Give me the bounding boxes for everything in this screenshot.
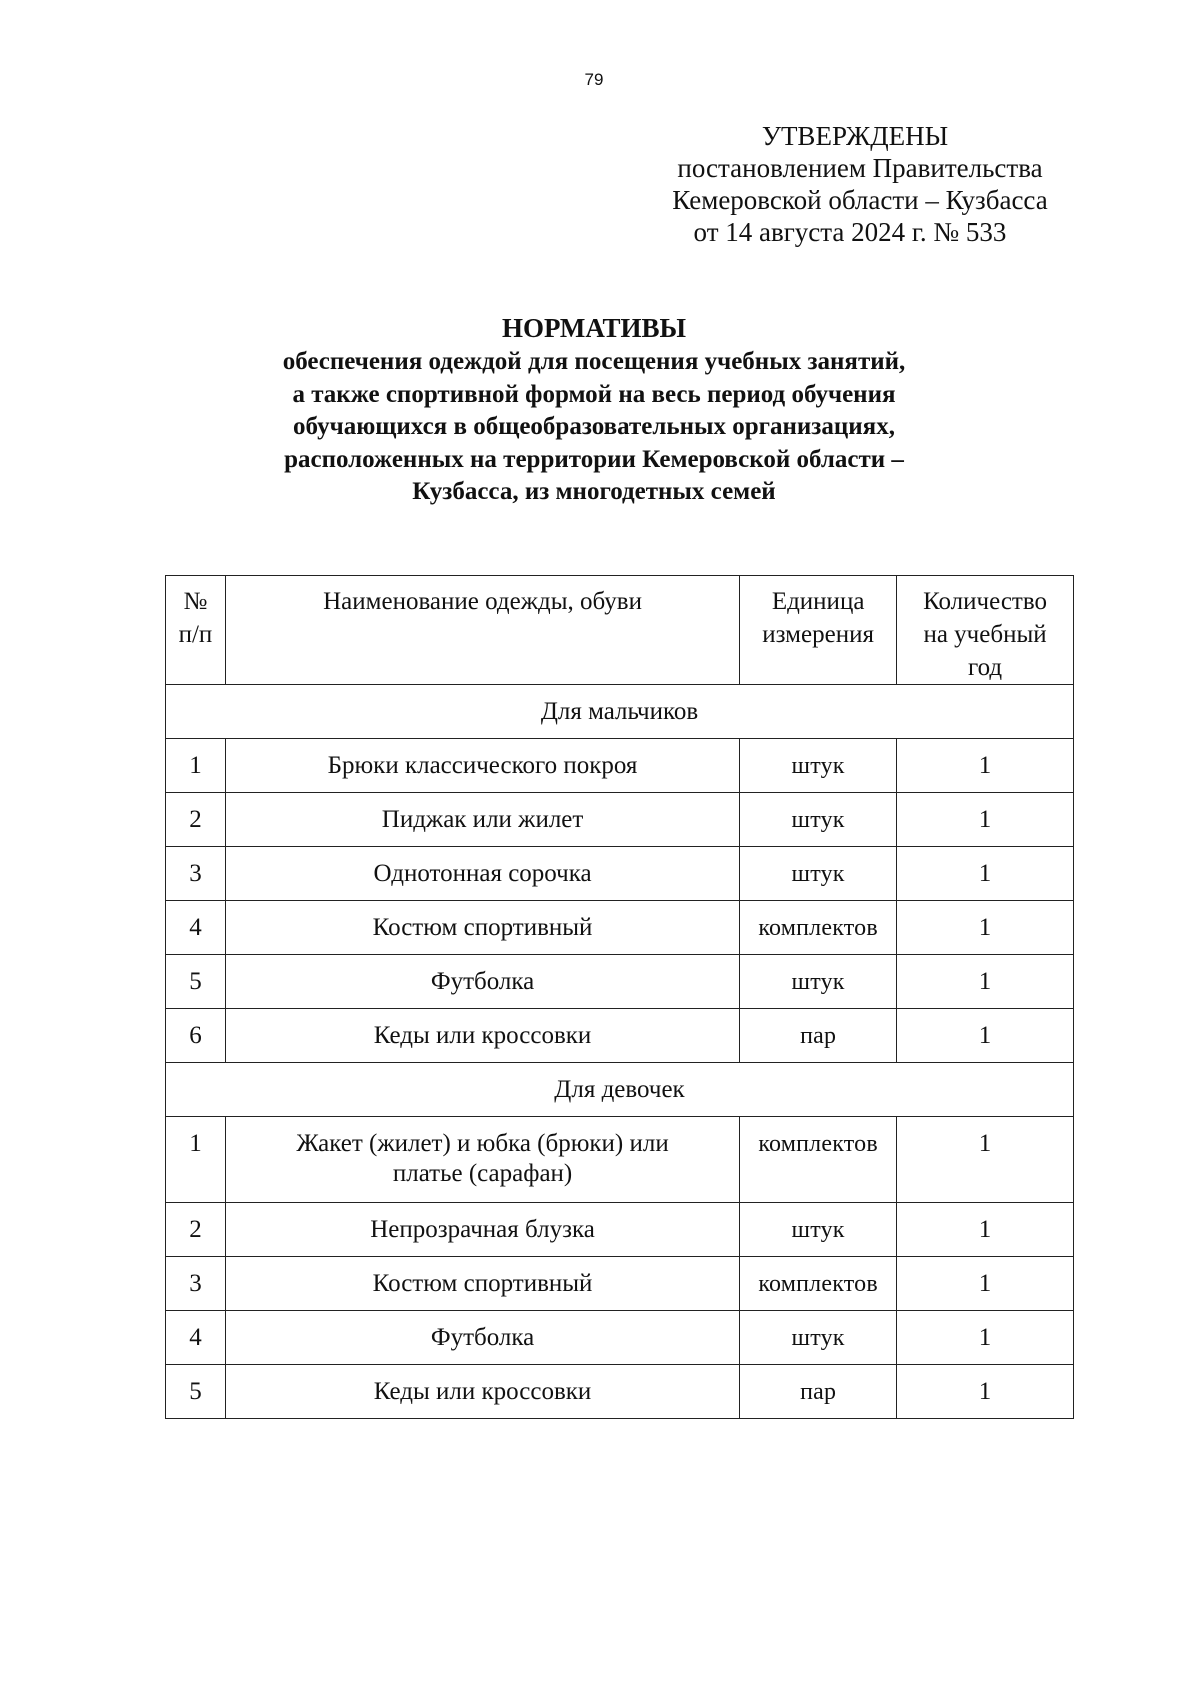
section-row-boys: [166, 685, 1074, 739]
row-unit: штук: [740, 955, 897, 1009]
header-name: [225, 576, 739, 685]
table-row: [166, 739, 1074, 793]
row-number: 6: [166, 1009, 226, 1063]
table-row: [166, 1203, 1074, 1257]
row-name: Костюм спортивный: [225, 1257, 739, 1311]
row-quantity: 1: [897, 955, 1074, 1009]
row-quantity: 1: [897, 739, 1074, 793]
row-quantity: 1: [897, 1257, 1074, 1311]
table-row: [166, 1365, 1074, 1419]
row-name: Футболка: [225, 1311, 739, 1365]
title-subtitle: [0, 346, 1188, 509]
table-row: [166, 1117, 1074, 1203]
row-number: 4: [166, 1311, 226, 1365]
header-quantity-line-3: год: [967, 654, 1003, 681]
row-quantity: 1: [897, 1009, 1074, 1063]
title-line-3: обучающихся в общеобразовательных организациях,: [293, 413, 895, 440]
row-name: Однотонная сорочка: [225, 847, 739, 901]
row-number: 2: [166, 793, 226, 847]
header-quantity-line-2: на учебный: [923, 621, 1047, 648]
row-unit: штук: [740, 1203, 897, 1257]
row-number: 4: [166, 901, 226, 955]
row-quantity: 1: [897, 793, 1074, 847]
row-unit: штук: [740, 1311, 897, 1365]
row-number: 1: [166, 1117, 226, 1203]
approval-line-3: Кемеровской области – Кузбасса: [672, 185, 1048, 215]
norms-table: [165, 575, 1074, 1419]
row-unit: комплектов: [740, 901, 897, 955]
row-unit: пар: [740, 1009, 897, 1063]
header-number-line-2: п/п: [178, 621, 213, 648]
header-unit-line-1: Единица: [771, 588, 865, 615]
row-unit: штук: [740, 739, 897, 793]
table-row: [166, 955, 1074, 1009]
row-name: Футболка: [225, 955, 739, 1009]
row-name: Кеды или кроссовки: [225, 1009, 739, 1063]
header-number-line-1: №: [183, 588, 208, 615]
row-quantity: 1: [897, 1365, 1074, 1419]
row-number: 2: [166, 1203, 226, 1257]
row-name: Кеды или кроссовки: [225, 1365, 739, 1419]
row-unit: комплектов: [740, 1257, 897, 1311]
title-main: НОРМАТИВЫ: [501, 313, 687, 343]
row-unit: комплектов: [740, 1117, 897, 1203]
row-name: Непрозрачная блузка: [225, 1203, 739, 1257]
title-line-1: обеспечения одеждой для посещения учебных занятий,: [282, 348, 906, 375]
row-quantity: 1: [897, 847, 1074, 901]
row-name: Костюм спортивный: [225, 901, 739, 955]
approval-line-2: постановлением Правительства: [677, 153, 1043, 183]
row-quantity: 1: [897, 1117, 1074, 1203]
title-line-2: а также спортивной формой на весь период обучения: [292, 380, 896, 408]
header-number: [166, 576, 226, 685]
header-unit: [740, 576, 897, 685]
table-row: [166, 847, 1074, 901]
table-header-row: [166, 576, 1074, 685]
header-name-text: Наименование одежды, обуви: [323, 588, 642, 615]
header-unit-line-2: измерения: [762, 621, 874, 648]
section-title: Для мальчиков: [166, 685, 1074, 739]
row-number: 3: [166, 847, 226, 901]
approval-stamp-block: [640, 120, 1080, 248]
table-row: [166, 1311, 1074, 1365]
approval-heading: УТВЕРЖДЕНЫ: [761, 121, 949, 151]
row-quantity: 1: [897, 1203, 1074, 1257]
table-row: [166, 1257, 1074, 1311]
title-line-5: Кузбасса, из многодетных семей: [412, 478, 776, 505]
table-row: [166, 793, 1074, 847]
table-row: [166, 901, 1074, 955]
section-title: Для девочек: [166, 1063, 1074, 1117]
row-unit: штук: [740, 793, 897, 847]
row-number: 5: [166, 955, 226, 1009]
title-line-4: расположенных на территории Кемеровской области –: [284, 445, 904, 473]
page-number: 79: [584, 70, 604, 89]
row-unit: пар: [740, 1365, 897, 1419]
approval-line-4: от 14 августа 2024 г. № 533: [693, 217, 1007, 247]
row-number: 5: [166, 1365, 226, 1419]
row-unit: штук: [740, 847, 897, 901]
row-number: 3: [166, 1257, 226, 1311]
row-quantity: 1: [897, 1311, 1074, 1365]
row-name-line-1: Жакет (жилет) и юбка (брюки) или: [296, 1130, 669, 1157]
row-name: Пиджак или жилет: [225, 793, 739, 847]
row-number: 1: [166, 739, 226, 793]
row-quantity: 1: [897, 901, 1074, 955]
header-quantity-line-1: Количество: [923, 588, 1047, 615]
document-title: [0, 312, 1188, 509]
row-name: [225, 1117, 739, 1203]
header-quantity: [897, 576, 1074, 685]
table-row: [166, 1009, 1074, 1063]
row-name-line-2: платье (сарафан): [392, 1160, 573, 1187]
section-row-girls: [166, 1063, 1074, 1117]
row-name: Брюки классического покроя: [225, 739, 739, 793]
